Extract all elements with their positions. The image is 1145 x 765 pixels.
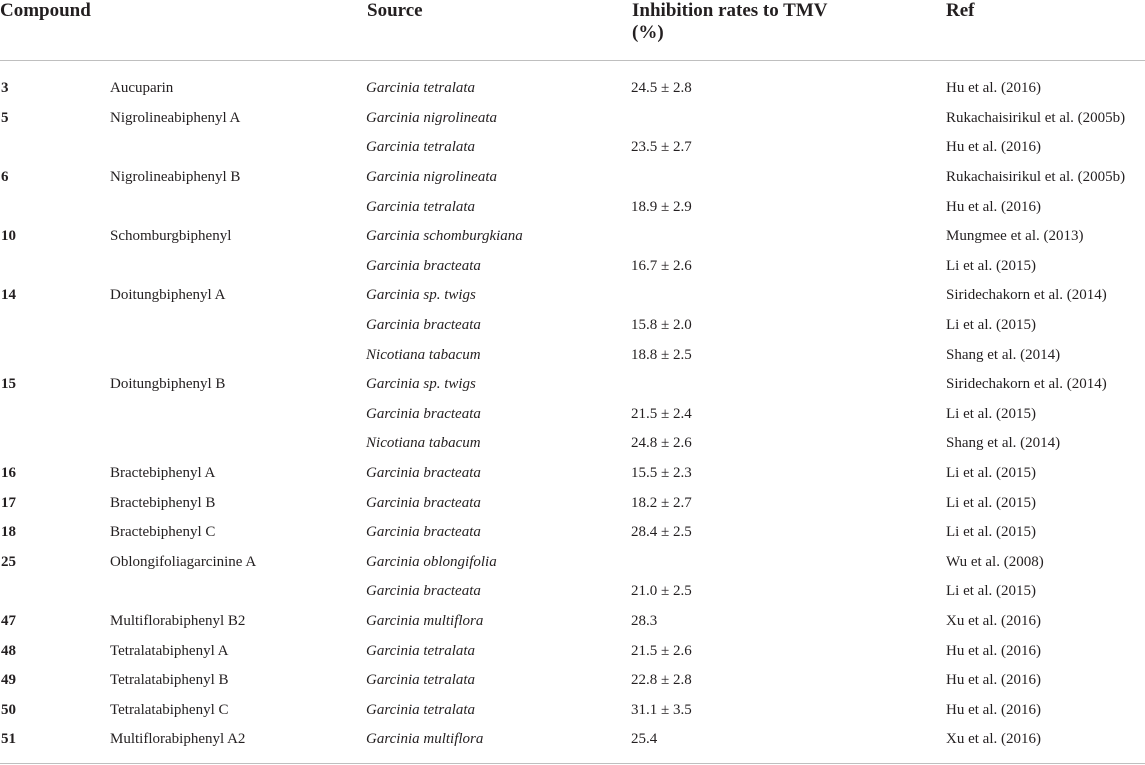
compound-name-cell xyxy=(110,252,366,282)
inhibition-rate-cell: 21.0 ± 2.5 xyxy=(631,583,692,600)
reference-cell: Li et al. (2015) xyxy=(946,494,1036,511)
source-species-cell: Garcinia bracteata xyxy=(366,317,481,334)
source-species-cell: Nicotiana tabacum xyxy=(366,435,481,452)
compound-name-cell: Tetralatabiphenyl A xyxy=(110,642,229,659)
compound-number-cell: 18 xyxy=(1,524,16,541)
compound-number-cell: 47 xyxy=(1,612,16,629)
table-row xyxy=(0,133,1145,163)
table-row xyxy=(0,429,1145,459)
inhibition-rate-cell: 15.5 ± 2.3 xyxy=(631,465,692,482)
reference-cell: Hu et al. (2016) xyxy=(946,80,1041,97)
source-species-cell: Garcinia schomburgkiana xyxy=(366,228,523,245)
inhibition-rate-cell: 15.8 ± 2.0 xyxy=(631,317,692,334)
table-row xyxy=(0,459,1145,489)
table-row xyxy=(0,370,1145,400)
table-row xyxy=(0,636,1145,666)
compound-name-cell: Tetralatabiphenyl B xyxy=(110,672,229,689)
table-row xyxy=(0,695,1145,725)
inhibition-rate-cell: 22.8 ± 2.8 xyxy=(631,672,692,689)
header-inhibition xyxy=(631,0,946,61)
compound-name-cell: Bractebiphenyl C xyxy=(110,524,216,541)
source-species-cell: Garcinia tetralata xyxy=(366,642,476,659)
source-species-cell: Garcinia multiflora xyxy=(366,612,484,629)
reference-cell: Shang et al. (2014) xyxy=(946,435,1061,452)
compound-name-cell xyxy=(110,133,366,163)
source-species-cell: Garcinia bracteata xyxy=(366,257,481,274)
reference-cell: Rukachaisirikul et al. (2005b) xyxy=(946,109,1126,126)
compound-name-cell: Multiflorabiphenyl A2 xyxy=(110,731,246,748)
table-row xyxy=(0,518,1145,548)
reference-cell: Li et al. (2015) xyxy=(946,257,1036,274)
table-row xyxy=(0,577,1145,607)
table-row xyxy=(0,548,1145,578)
inhibition-rate-cell: 28.4 ± 2.5 xyxy=(631,524,692,541)
compound-number-cell xyxy=(0,252,110,282)
reference-cell: Li et al. (2015) xyxy=(946,465,1036,482)
table-row xyxy=(0,607,1145,637)
compound-number-cell: 14 xyxy=(1,287,16,304)
compound-number-cell: 48 xyxy=(1,642,16,659)
reference-cell: Hu et al. (2016) xyxy=(946,672,1041,689)
compound-name-cell: Bractebiphenyl B xyxy=(110,494,216,511)
table-row xyxy=(0,163,1145,193)
compound-number-cell: 6 xyxy=(1,169,9,186)
source-species-cell: Garcinia tetralata xyxy=(366,139,476,156)
compound-number-cell: 3 xyxy=(1,80,9,97)
compound-name-cell xyxy=(110,340,366,370)
compound-number-cell xyxy=(0,577,110,607)
source-species-cell: Garcinia sp. twigs xyxy=(366,287,476,304)
table-body xyxy=(0,61,1145,755)
inhibition-rate-cell: 28.3 xyxy=(631,612,658,629)
reference-cell: Mungmee et al. (2013) xyxy=(946,228,1084,245)
reference-cell: Li et al. (2015) xyxy=(946,317,1036,334)
compound-number-cell: 17 xyxy=(1,494,16,511)
compound-number-cell xyxy=(0,400,110,430)
reference-cell: Siridechakorn et al. (2014) xyxy=(946,287,1107,304)
table-header xyxy=(0,0,1145,61)
table-row xyxy=(0,252,1145,282)
compound-name-cell: Tetralatabiphenyl C xyxy=(110,701,229,718)
compound-number-cell: 10 xyxy=(1,228,16,245)
compound-name-cell: Doitungbiphenyl B xyxy=(110,376,226,393)
table-row xyxy=(0,400,1145,430)
compound-name-cell: Doitungbiphenyl A xyxy=(110,287,226,304)
inhibition-rate-cell: 21.5 ± 2.4 xyxy=(631,405,692,422)
source-species-cell: Garcinia tetralata xyxy=(366,80,476,97)
source-species-cell: Garcinia nigrolineata xyxy=(366,109,497,126)
header-inhibition-line2: (%) xyxy=(632,22,664,43)
header-row xyxy=(0,0,1145,61)
compound-number-cell: 51 xyxy=(1,731,16,748)
source-species-cell: Garcinia oblongifolia xyxy=(366,553,497,570)
table-row xyxy=(0,666,1145,696)
compound-name-cell: Nigrolineabiphenyl A xyxy=(110,109,241,126)
table-row xyxy=(0,340,1145,370)
compound-name-cell xyxy=(110,192,366,222)
compound-name-cell xyxy=(110,311,366,341)
inhibition-rate-cell: 18.8 ± 2.5 xyxy=(631,346,692,363)
source-species-cell: Garcinia tetralata xyxy=(366,672,476,689)
reference-cell: Li et al. (2015) xyxy=(946,583,1036,600)
inhibition-rate-cell xyxy=(631,222,946,252)
reference-cell: Rukachaisirikul et al. (2005b) xyxy=(946,169,1126,186)
source-species-cell: Garcinia bracteata xyxy=(366,524,481,541)
header-spacer xyxy=(0,61,1145,75)
compound-name-cell xyxy=(110,400,366,430)
source-species-cell: Garcinia bracteata xyxy=(366,494,481,511)
reference-cell: Hu et al. (2016) xyxy=(946,642,1041,659)
table-row xyxy=(0,311,1145,341)
compound-number-cell: 25 xyxy=(1,553,16,570)
compound-number-cell: 5 xyxy=(1,109,9,126)
table-row xyxy=(0,222,1145,252)
reference-cell: Hu et al. (2016) xyxy=(946,139,1041,156)
header-ref: Ref xyxy=(946,0,1145,61)
inhibition-rate-cell: 18.2 ± 2.7 xyxy=(631,494,692,511)
inhibition-rate-cell xyxy=(631,370,946,400)
bottom-rule xyxy=(0,763,1145,764)
compound-name-cell: Bractebiphenyl A xyxy=(110,465,216,482)
table-row xyxy=(0,74,1145,104)
reference-cell: Siridechakorn et al. (2014) xyxy=(946,376,1107,393)
inhibition-rate-cell: 25.4 xyxy=(631,731,658,748)
compound-name-cell: Oblongifoliagarcinine A xyxy=(110,553,257,570)
reference-cell: Wu et al. (2008) xyxy=(946,553,1044,570)
inhibition-rate-cell: 16.7 ± 2.6 xyxy=(631,257,692,274)
reference-cell: Shang et al. (2014) xyxy=(946,346,1061,363)
inhibition-rate-cell: 24.5 ± 2.8 xyxy=(631,80,692,97)
reference-cell: Li et al. (2015) xyxy=(946,524,1036,541)
reference-cell: Li et al. (2015) xyxy=(946,405,1036,422)
source-species-cell: Nicotiana tabacum xyxy=(366,346,481,363)
inhibition-rate-cell: 18.9 ± 2.9 xyxy=(631,198,692,215)
compound-number-cell xyxy=(0,429,110,459)
compound-name-cell: Schomburgbiphenyl xyxy=(110,228,232,245)
header-compound: Compound xyxy=(0,0,366,61)
reference-cell: Xu et al. (2016) xyxy=(946,612,1041,629)
inhibition-rate-cell: 24.8 ± 2.6 xyxy=(631,435,692,452)
reference-cell: Xu et al. (2016) xyxy=(946,731,1041,748)
table-row xyxy=(0,725,1145,755)
source-species-cell: Garcinia bracteata xyxy=(366,405,481,422)
header-source: Source xyxy=(366,0,631,61)
reference-cell: Hu et al. (2016) xyxy=(946,701,1041,718)
reference-cell: Hu et al. (2016) xyxy=(946,198,1041,215)
compound-number-cell: 49 xyxy=(1,672,16,689)
compound-name-cell: Nigrolineabiphenyl B xyxy=(110,169,241,186)
source-species-cell: Garcinia multiflora xyxy=(366,731,484,748)
inhibition-rate-cell: 23.5 ± 2.7 xyxy=(631,139,692,156)
compound-name-cell: Aucuparin xyxy=(110,80,174,97)
source-species-cell: Garcinia sp. twigs xyxy=(366,376,476,393)
inhibition-rate-cell: 21.5 ± 2.6 xyxy=(631,642,692,659)
inhibition-rate-cell xyxy=(631,281,946,311)
source-species-cell: Garcinia tetralata xyxy=(366,701,476,718)
compound-number-cell: 50 xyxy=(1,701,16,718)
compound-number-cell xyxy=(0,192,110,222)
compound-name-cell: Multiflorabiphenyl B2 xyxy=(110,612,246,629)
table-row xyxy=(0,192,1145,222)
compound-number-cell xyxy=(0,311,110,341)
table-row xyxy=(0,104,1145,134)
source-species-cell: Garcinia bracteata xyxy=(366,583,481,600)
source-species-cell: Garcinia nigrolineata xyxy=(366,169,497,186)
inhibition-rate-cell xyxy=(631,163,946,193)
compound-number-cell xyxy=(0,340,110,370)
table-row xyxy=(0,281,1145,311)
compound-number-cell xyxy=(0,133,110,163)
header-inhibition-line1: Inhibition rates to TMV xyxy=(632,0,828,21)
table-row xyxy=(0,488,1145,518)
inhibition-rate-cell: 31.1 ± 3.5 xyxy=(631,701,692,718)
compound-number-cell: 15 xyxy=(1,376,16,393)
inhibition-rate-cell xyxy=(631,104,946,134)
inhibition-rate-cell xyxy=(631,548,946,578)
compound-number-cell: 16 xyxy=(1,465,16,482)
compound-name-cell xyxy=(110,429,366,459)
source-species-cell: Garcinia bracteata xyxy=(366,465,481,482)
compound-name-cell xyxy=(110,577,366,607)
source-species-cell: Garcinia tetralata xyxy=(366,198,476,215)
